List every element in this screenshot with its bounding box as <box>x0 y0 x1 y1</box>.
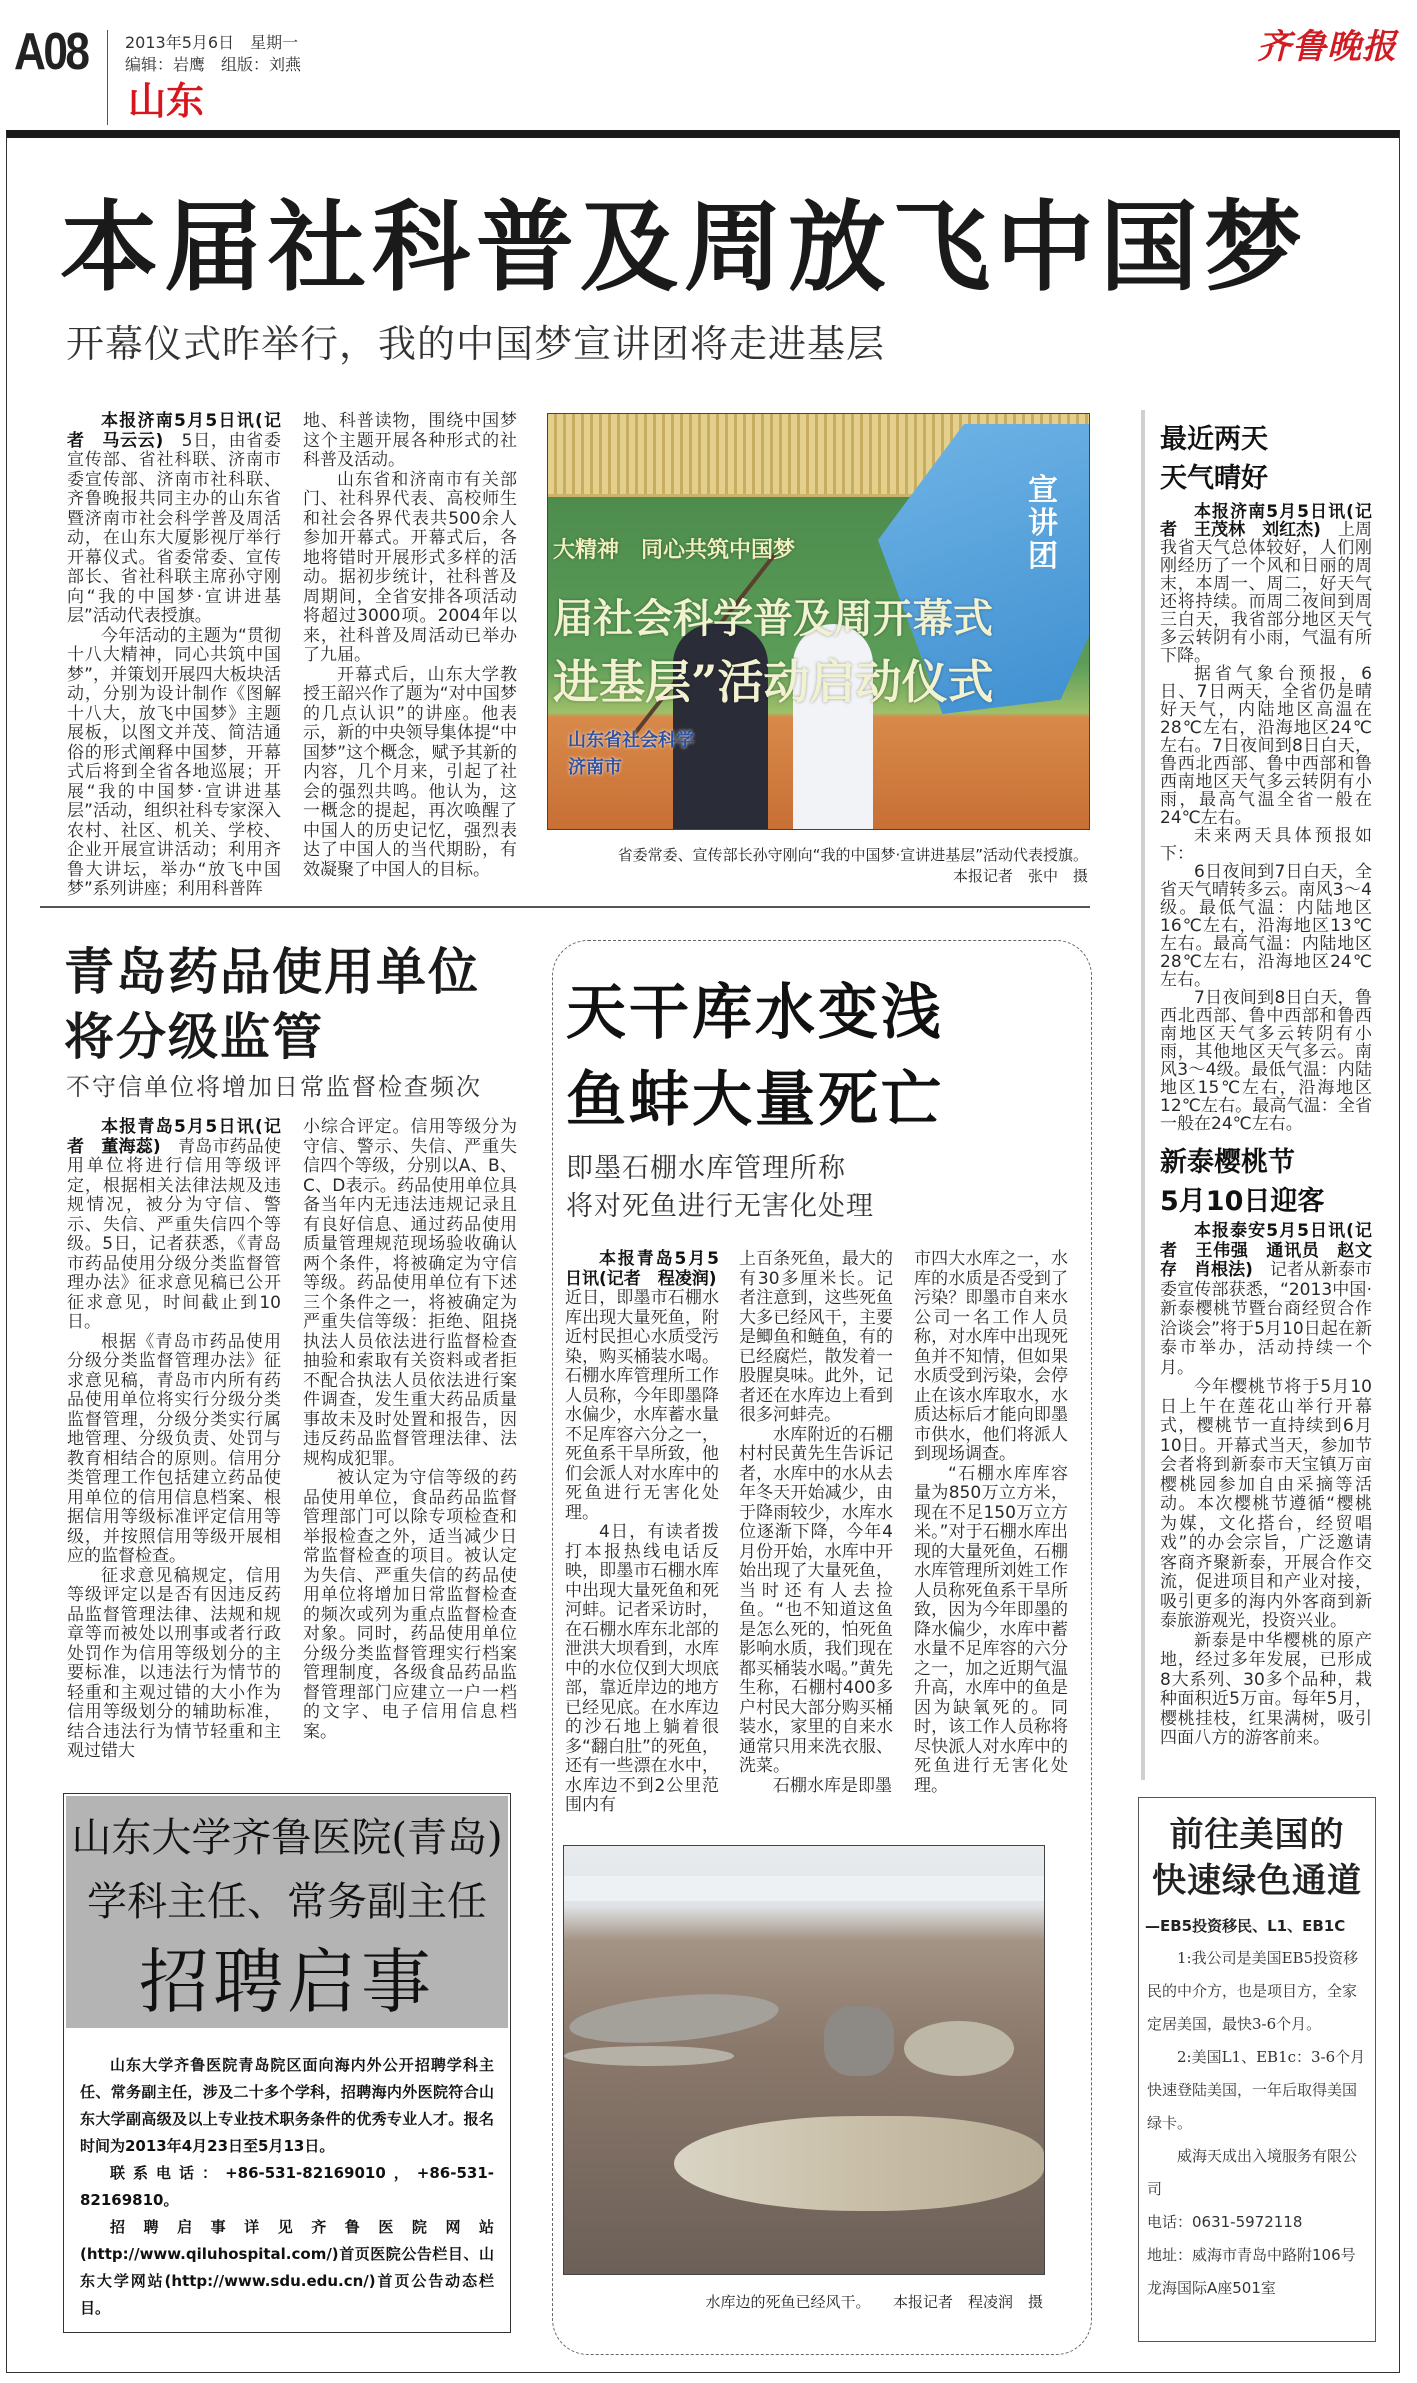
flag-text: 宣讲团 <box>1028 473 1058 574</box>
article-paragraph <box>303 1118 517 1469</box>
ad-title-line: 快速绿色通道 <box>1152 1861 1362 1901</box>
banner-text: 届社会科学普及周开幕式 <box>553 596 993 642</box>
reservoir-headline <box>566 970 944 1144</box>
header-divider <box>107 30 108 125</box>
article-paragraph <box>67 412 281 627</box>
headline-line: 新泰樱桃节 <box>1160 1147 1295 1178</box>
article-paragraph <box>1160 1222 1372 1378</box>
article-paragraph <box>67 1333 281 1567</box>
paragraph-text: 山东省和济南市有关部门、社科界代表、高校师生和社会各界代表共500余人参加开幕式。开幕式后，各地将错时开展形式多样的活动。据初步统计，社科普及周期间，全省安排各项活动将超过3000项。2004年以来，社科普及周活动已举办了九届。 <box>303 469 517 665</box>
article-column <box>67 1118 281 1762</box>
qingdao-headline <box>64 940 480 1070</box>
hospital-recruitment-ad <box>63 1793 511 2333</box>
article-paragraph <box>565 1249 734 1523</box>
headline-line: 天干库水变浅 <box>566 978 944 1048</box>
paragraph-text: 地、科普读物，围绕中国梦这个主题开展各种形式的社科普及活动。 <box>303 411 517 470</box>
article-paragraph <box>914 1465 1068 1797</box>
article-paragraph <box>67 1567 281 1762</box>
paragraph-text: 今年活动的主题为“贯彻十八大精神，同心共筑中国梦”，并策划开展四大板块活动，分别为设计制作《图解十八大，放飞中国梦》主题展板，以图文并茂、简洁通俗的形式阐释中国梦，开幕式后将到全省各地巡展；开展“我的中国梦·宣讲进基层”活动，组织社科专家深入农村、社区、机关、学校、企业开展宣讲活动；利用齐鲁大讲坛，举办“放飞中国梦”系列讲座；利用科普阵 <box>67 625 281 899</box>
headline-line: 最近两天 <box>1160 424 1268 455</box>
article-column <box>1160 1222 1372 1749</box>
paragraph-text: 近日，即墨市石棚水库出现大量死鱼，附近村民担心水质受污染，购买桶装水喝。石棚水库管理所工作人员称，今年即墨降水偏少，水库蓄水量不足库容六分之一，死鱼系干旱所致，他们会派人对水库中的死鱼进行无害化处理。 <box>565 1268 734 1523</box>
dateline: 本报泰安5月5日讯(记者 王伟强 通讯员 赵文存 肖根法) <box>1160 1221 1372 1280</box>
article-paragraph <box>739 1777 893 1797</box>
section-divider <box>40 906 1090 908</box>
headline-line: 天气晴好 <box>1160 463 1268 495</box>
dead-fish-photo <box>563 1845 1045 2275</box>
ad-title-main: 招聘启事 <box>139 1941 435 2023</box>
ad-title-line: 学科主任、常务副主任 <box>87 1879 487 1925</box>
paragraph-text: 今年樱桃节将于5月10日上午在莲花山举行开幕式，樱桃节一直持续到6月10日。开幕式当天，参加节会者将到新泰市天宝镇万亩樱桃园参加自由采摘等活动。本次樱桃节遵循“樱桃为媒，文化搭台，经贸唱戏”的办会宗旨，广泛邀请客商齐聚新泰，开展合作交流，促进项目和产业对接，吸引更多的海内外客商到新泰旅游观光，投资兴业。 <box>1160 1377 1372 1631</box>
paragraph-text: 4日，有读者拨打本报热线电话反映，即墨市石棚水库中出现大量死鱼和死河蚌。记者采访时，在石棚水库东北部的泄洪大坝看到，水库中的水位仅到大坝底部，靠近岸边的地方已经见底。在水库边的沙石地上躺着很多“翻白肚”的死鱼，还有一些漂在水中，水库边不到2公里范围内有 <box>565 1522 719 1815</box>
paragraph-text: 征求意见稿规定，信用等级评定以是否有因违反药品监督管理法律、法规和规章等而被处以刑事或者行政处罚作为信用等级划分的主要标准，以违法行为情节的轻重和主观过错的大小作为信用等级划分的辅助标准，结合违法行为情节轻重和主观过错大 <box>67 1565 281 1761</box>
paragraph-text: 未来两天具体预报如下： <box>1160 826 1372 864</box>
article-column <box>565 1249 734 1816</box>
article-paragraph <box>739 1250 893 1426</box>
editor-credits: 编辑：岩鹰 组版：刘燕 <box>125 55 302 74</box>
headline-line: 青岛药品使用单位 <box>64 943 480 1001</box>
ad-title-line: 前往美国的 <box>1169 1815 1345 1855</box>
paragraph-text: 小综合评定。信用等级分为守信、警示、失信、严重失信四个等级，分别以A、B、C、D表示。药品使用单位具备当年内无违法违规记录且有良好信息、通过药品使用质量管理规范现场验收确认两个条件，将被确定为守信等级。药品使用单位有下述三个条件之一，将被确定为严重失信等级：拒绝、阻挠执法人员依法进行监督检查抽验和索取有关资料或者拒不配合执法人员依法进行案件调查，发生重大药品质量事故未及时处置和报告，因违反药品监督管理法律、法规构成犯罪。 <box>303 1117 517 1469</box>
subhead-line: 将对死鱼进行无害化处理 <box>566 1190 874 1222</box>
paragraph-text: 水库附近的石棚村村民黄先生告诉记者，水库中的水从去年冬天开始减少，由于降雨较少，水库水位逐渐下降，今年4月份开始，水库中开始出现了大量死鱼，当时还有人去捡鱼。“也不知道这鱼是怎么死的，怕死鱼影响水质，我们现在都买桶装水喝。”黄先生称，石棚村400多户村民大部分购买桶装水，家里的自来水通常只用来洗衣服、洗菜。 <box>739 1424 893 1776</box>
banner-text: 济南市 <box>568 757 622 778</box>
lead-photo <box>547 413 1090 830</box>
broken-pipe <box>824 2006 894 2076</box>
paragraph-text: 据省气象台预报，6日、7日两天，全省仍是晴好天气，内陆地区高温在28℃左右，沿海地区24℃左右。7日夜间到8日白天，鲁西北西部、鲁中西部和鲁西南地区天气多云转阴有小雨，最高气温全省一般在24℃左右。 <box>1160 664 1372 828</box>
article-column <box>67 412 281 900</box>
ad-body <box>80 2052 494 2322</box>
article-paragraph <box>1160 827 1372 863</box>
banner-text: 大精神 同心共筑中国梦 <box>553 537 796 563</box>
article-paragraph <box>303 1469 517 1742</box>
paragraph-text: 被认定为守信等级的药品使用单位，食品药品监督管理部门可以除专项检查和举报检查之外，适当减少日常监督检查的项目。被认定为失信、严重失信的药品使用单位将增加日常监督检查的频次或列为重点监督检查对象。同时，药品使用单位分级分类监督管理实行档案管理制度，各级食品药品监督管理部门应建立一户一档的文字、电子信用信息档案。 <box>303 1468 517 1742</box>
article-column <box>914 1250 1068 1796</box>
ad-item: 1:我公司是美国EB5投资移民的中介方，也是项目方，全家定居美国，最快3-6个月。 <box>1147 1949 1359 2033</box>
cherry-headline <box>1160 1143 1324 1221</box>
dead-fish <box>564 2046 734 2066</box>
paragraph-text: 石棚水库是即墨 <box>773 1775 892 1796</box>
ad-item: 2:美国L1、EB1c：3-6个月快速登陆美国，一年后取得美国绿卡。 <box>1147 2048 1366 2132</box>
paragraph-text: 市四大水库之一，水库的水质是否受到了污染？即墨市自来水公司一名工作人员称，对水库中出现死鱼并不知情，但如果水质受到污染，会停止在该水库取水，水质达标后才能向即墨市供水，他们将派人到现场调查。 <box>914 1249 1068 1464</box>
dateline: 本报青岛5月5日讯(记者 董海蕊) <box>67 1117 281 1157</box>
article-column <box>1160 503 1372 1133</box>
page-number: A08 <box>14 23 88 81</box>
section-name: 山东 <box>128 79 205 123</box>
headline-line: 5月10日迎客 <box>1160 1186 1325 1218</box>
article-paragraph <box>914 1250 1068 1465</box>
ad-title-line: 山东大学齐鲁医院(青岛) <box>71 1815 503 1861</box>
ad-contact-phone: 联系电话：+86-531-82169010，+86-531-82169810。 <box>80 2164 494 2209</box>
caption-text: 水库边的死鱼已经风干。 <box>705 2293 863 2311</box>
ad-address: 地址：威海市青岛中路附106号龙海国际A座501室 <box>1147 2246 1356 2297</box>
article-paragraph <box>67 627 281 900</box>
headline-line: 将分级监管 <box>64 1008 324 1066</box>
paragraph-text: 根据《青岛市药品使用分级分类监督管理办法》征求意见稿，青岛市内所有药品使用单位将实行分级分类监督管理，分级分类实行属地管理、分级负责、处罚与教育相结合的原则。信用分类管理工作包括建立药品使用单位的信用信息档案、根据信用等级标准评定信用等级，并按照信用等级开展相应的监督检查。 <box>67 1331 281 1566</box>
article-paragraph <box>1160 989 1372 1133</box>
dateline: 本报济南5月5日讯(记者 王茂林 刘红杰) <box>1160 502 1372 540</box>
article-paragraph <box>565 1523 719 1816</box>
photo-credit: 本报记者 程凌润 摄 <box>892 2293 1043 2311</box>
subhead-line: 即墨石棚水库管理所称 <box>566 1153 846 1184</box>
article-paragraph <box>739 1426 893 1777</box>
article-paragraph <box>303 666 517 881</box>
article-paragraph <box>1160 863 1372 989</box>
paragraph-text: 5日，由省委宣传部、省社科联、济南市委宣传部、济南市社科联、齐鲁晚报共同主办的山东省暨济南市社会科学普及周活动，在山东大厦影视厅举行开幕仪式。省委常委、宣传部长、省社科联主席孙守刚向“我的中国梦·宣讲进基层”活动代表授旗。 <box>67 430 281 626</box>
ad-subtitle: —EB5投资移民、L1、EB1C <box>1145 1917 1346 1935</box>
column-divider <box>1141 410 1145 1780</box>
banner-text: 进基层”活动启动仪式 <box>553 655 994 709</box>
immigration-ad <box>1138 1797 1376 2342</box>
article-paragraph <box>67 1118 281 1333</box>
article-paragraph <box>303 471 517 666</box>
paragraph-text: 6日夜间到7日白天，全省天气晴转多云。南风3～4级。最低气温：内陆地区16℃左右，沿海地区13℃左右。最高气温：内陆地区28℃左右，沿海地区24℃左右。 <box>1160 862 1372 990</box>
water-surface <box>564 1876 1044 1901</box>
dead-fish <box>567 1987 780 2050</box>
dead-fish <box>674 2116 1044 2211</box>
ad-paragraph: 山东大学齐鲁医院青岛院区面向海内外公开招聘学科主任、常务副主任，涉及二十多个学科，招聘海内外医院符合山东大学副高级及以上专业技术职务条件的优秀专业人才。报名时间为2013年4月23日至5月13日。 <box>80 2056 494 2155</box>
article-paragraph <box>303 412 517 471</box>
reservoir-subhead <box>566 1150 874 1226</box>
dateline: 本报青岛5月5日讯(记者 程凌润) <box>565 1249 719 1289</box>
lead-photo-caption: 省委常委、宣传部长孙守刚向“我的中国梦·宣讲进基层”活动代表授旗。 <box>617 846 1088 864</box>
paragraph-text: 青岛市药品使用单位将进行信用等级评定，根据相关法律法规及违规情况，被分为守信、警示、失信、严重失信四个等级。5日，记者获悉，《青岛市药品使用分级分类监督管理办法》征求意见稿已公开征求意见，时间截止到10日。 <box>67 1136 281 1332</box>
paragraph-text: 上周我省天气总体较好，人们刚刚经历了一个风和日丽的周末，本周一、周二，好天气还将持续。而周二夜间到周三白天，我省部分地区天气多云转阴有小雨，气温有所下降。 <box>1160 520 1372 666</box>
paragraph-text: 上百条死鱼，最大的有30多厘米长。记者注意到，这些死鱼大多已经风干，主要是鲫鱼和鲢鱼，有的已经腐烂，散发着一股腥臭味。此外，记者还在水库边上看到很多河蚌壳。 <box>739 1249 893 1425</box>
ad-phone: 电话：0631-5972118 <box>1147 2213 1303 2231</box>
issue-date: 2013年5月6日 星期一 <box>125 33 299 52</box>
ad-website-info: 招聘启事详见齐鲁医院网站(http://www.qiluhospital.com/)首页医院公告栏目、山东大学网站(http://www.sdu.edu.cn/)首页公告动态栏目。 <box>80 2218 494 2317</box>
paragraph-text: 开幕式后，山东大学教授王韶兴作了题为“对中国梦的几点认识”的讲座。他表示，新的中央领导集体提“中国梦”这个概念，赋予其新的内容，几个月来，引起了社会的强烈共鸣。他认为，这一概念的提起，再次唤醒了中国人的历史记忆，强烈表达了中国人的当代期盼，有效凝聚了中国人的目标。 <box>303 664 517 880</box>
article-column <box>739 1250 893 1796</box>
article-paragraph <box>1160 1378 1372 1632</box>
article-column <box>303 1118 517 1742</box>
article-paragraph <box>1160 503 1372 665</box>
headline-line: 鱼蚌大量死亡 <box>566 1065 944 1135</box>
newspaper-logo: 齐鲁晚报 <box>1257 27 1397 67</box>
lead-subhead: 开幕仪式昨举行，我的中国梦宣讲团将走进基层 <box>66 322 886 366</box>
article-paragraph <box>1160 1632 1372 1749</box>
lead-photo-credit: 本报记者 张中 摄 <box>952 867 1088 885</box>
qingdao-subhead: 不守信单位将增加日常监督检查频次 <box>66 1073 482 1101</box>
weather-headline <box>1160 420 1268 498</box>
article-paragraph <box>1160 665 1372 827</box>
lead-headline: 本届社科普及周放飞中国梦 <box>60 191 1309 305</box>
paragraph-text: “石棚水库库容量为850万立方米，现在不足150万立方米。”对于石棚水库出现的大量死鱼，石棚水库管理所刘姓工作人员称死鱼系干旱所致，因为今年即墨的降水偏少，水库中蓄水量不足库容的六分之一，加之近期气温升高，水库中的鱼是因为缺氧死的。同时，该工作人员称将尽快派人对水库中的死鱼进行无害化处理。 <box>914 1463 1068 1796</box>
paragraph-text: 7日夜间到8日白天，鲁西北西部、鲁中西部和鲁西南地区天气多云转阴有小雨，其他地区天气多云。南风3～4级。最低气温：内陆地区15℃左右，沿海地区12℃左右。最高气温：全省一般在24℃左右。 <box>1160 988 1372 1134</box>
ad-header <box>66 1796 508 2028</box>
ad-company: 威海天成出入境服务有限公司 <box>1147 2147 1358 2198</box>
dateline: 本报济南5月5日讯(记者 马云云) <box>67 411 281 451</box>
banner-text: 山东省社会科学 <box>568 730 694 751</box>
article-column <box>303 412 517 880</box>
ad-body <box>1139 1942 1375 2305</box>
paragraph-text: 新泰是中华樱桃的原产地，经过多年发展，已形成8大系列、30多个品种，栽种面积近5万亩。每年5月，樱桃挂枝，红果满树，吸引四面八方的游客前来。 <box>1160 1630 1372 1748</box>
paragraph-text: 记者从新泰市委宣传部获悉，“2013中国·新泰樱桃节暨台商经贸合作洽谈会”将于5月10日起在新泰市举办，活动持续一个月。 <box>1160 1260 1373 1378</box>
fish-photo-caption <box>563 2292 1043 2313</box>
dead-fish <box>904 2021 1014 2076</box>
